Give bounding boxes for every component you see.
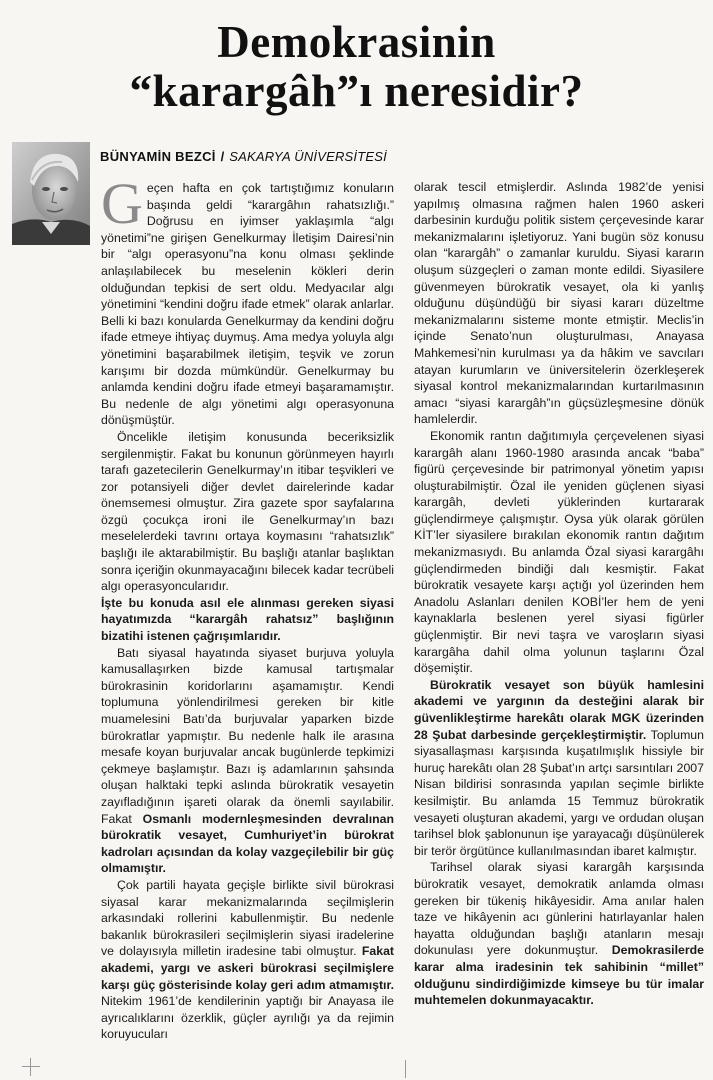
paragraph-text: Batı siyasal hayatında siyaset burjuva yoluyla kamusallaşırken bizde kamusal tartışmalar bürokrasinin koridorlarını aşamamıştır. Kendi toplumuna yönlendirilmesi gereken bir kitle muamelesini Batı’da burjuvalar yaparken bizde bürokratlar yapmıştır. Bu nedenle halk ile arasına mesafe koyan burjuvalar ancak bugünlerde tepkimizi çekmeye başlamıştır. Bazı iş adamlarının şahsında oluşan halktaki tepki aslında bürokratik vesayetin zayıfladığının işareti olarak da önemli sayılabilir. Fakat (101, 645, 394, 826)
paragraph: Öncelikle iletişim konusunda beceriksizlik sergilenmiştir. Fakat bu konunun görünmeyen hayırlı tarafı gazetecilerin Genelkurmay’ın itibar teşvikleri ve zor potansiyeli diğer devlet dairelerinde kadar önemsemesi olmuştur. Zira gazete spor sayfalarına özgü çocukça ironi ile Genelkurmay’ın bazı meselelerdeki tavrını ortaya koymasını “rahatsızlık” başlığı ile aktarabilmiştir. Bu başlığı atanlar başlıktan sonra içeriğin okunmayacağını bilecek kadar tecrübeli algı operasyoncularıdır. (101, 429, 394, 594)
highlight-text: Bürokratik vesayet son büyük hamlesini akademi ve yargının da desteğini alarak bir güvenlikleştirme harekâtı olarak MGK üzerinden 28 Şubat darbesinde gerçekleştirmiştir. (414, 677, 704, 742)
paragraph: Ekonomik rantın dağıtımıyla çerçevelenen siyasi karargâh alanı 1960-1980 arasında ancak “baba” figürü çerçevesinde bir patrimonyal yönetim yapısı oluşturabilmiştir. Özal ile yeniden güçlenen siyasi karargâh, devleti yüklerinden kurtararak güçlendirmeye çalışmıştır. Oysa yük olarak görülen KİT’ler siyasilere bırakılan ekonomik rantın dağıtım mekanizmasıydı. Bu anlamda Özal siyasi karargâhı güçlendirmeden bindiği dalı kesmiştir. Fakat bürokratik vesayete karşı açtığı yol üzerinden hem Anadolu Aslanları denilen KOBİ’ler hem de yeni kaynaklarla beslenen yerel siyasi figürler güçlenmiştir. Bir nevi taşra ve varoşların siyasi karargâha dahil olma yolunun taşlarını Özal döşemiştir. (414, 428, 704, 676)
paragraph-text: Toplumun siyasallaşması karşısında kuşatılmışlık hissiyle bir huruç harekâtı olan 28 Şubat’ın artçı sarsıntıları 2007 Nisan bildirisi sonrasında yapılan seçimle birlikte kesilmiştir. Bu anlamda 15 Temmuz bürokratik vesayeti oluşturan akademi, yargı ve ordudan oluşan tarihsel blok şablonunun işe yarayacağı düşünülerek bir terör örgütünce kullanılmasından ibaret kalmıştır. (414, 727, 704, 858)
byline-separator: / (220, 149, 225, 164)
paragraph-text: Nitekim 1961’de kendilerinin yaptığı bir Anayasa ile ayrıcalıklarını özerklik, güçler ayrılığı ya da rejimin koruyucuları (101, 994, 394, 1042)
crop-mark-icon (22, 1058, 40, 1076)
paragraph (101, 171, 394, 429)
article-title (0, 18, 713, 116)
highlight-paragraph: İşte bu konuda asıl ele alınması gereken siyasi hayatımızda “karargâh rahatsız” başlığının bizatihi istenen çağrışımlarıdır. (101, 595, 394, 644)
paragraph (414, 859, 704, 1008)
drop-cap: G (101, 171, 143, 236)
highlight-text: Osmanlı modernleşmesinden devralınan bürokratik vesayet, Cumhuriyet’in bürokrat kadroları açısından da kolay vazgeçilebilir bir güç olmamıştır. (101, 811, 394, 876)
title-line-1: Demokrasinin (217, 17, 496, 67)
column-tick-mark (405, 1060, 406, 1078)
paragraph-text: Tarihsel olarak siyasi karargâh karşısında bürokratik vesayet, demokratik anlamda olması gereken bir tükeniş hikâyesidir. Ama anılar halen taze ve hikâyenin acı günlerini hatırlayanlar halen hayatta olduğundan başlığı atanların mesajı dokunulası yere dokunmuştur. (414, 860, 704, 958)
title-line-2: “karargâh”ı neresidir? (129, 66, 584, 116)
paragraph-text: eçen hafta en çok tartıştığımız konuların başında geldi “karargâhın rahatsızlığı.” Doğrusu en iyimser yaklaşımla “algı yönetimi”ne girişen Genelkurmay İletişim Dairesi’nin bir “algı operasyonu”na konu olması şeklinde anlaşılabilecek bu meselenin kökleri derin olduğundan tepkisi de sert oldu. Medyacılar algı yönetimini “kendini doğru ifade etmek” olarak anlarlar. Belli ki bazı konularda Genelkurmay da kendini doğru ifade etmeye ihtiyaç duymuş. Ama medya yoluyla algı yönetimini başarabilmek iletişim, teşvik ve zorun karışımı bir dozda mümkündür. Genelkurmay bu anlamda kendini doğru ifade etmeyi başaramamıştır. Bu nedenle de algı yönetimi algı operasyonuna dönüşmüştür. (101, 181, 394, 428)
author-affiliation: SAKARYA ÜNİVERSİTESİ (229, 149, 387, 164)
paragraph (101, 877, 394, 1043)
highlight-text: Fakat akademi, yargı ve askeri bürokrasi seçilmişlere karşı güç gösterisinde kolay geri adım atmamıştır. (101, 944, 394, 992)
left-column (101, 171, 394, 1043)
paragraph-text: Çok partili hayata geçişle birlikte sivil bürokrasi siyasal karar mekanizmalarında seçilmişlerin arkasındaki rollerini kabullenmiştir. Bu nedenle bakanlık bürokrasileri seçilmişlerin siyasi iradelerine ve dolayısıyla milletin iradesine tabi olmuştur. (101, 877, 394, 959)
highlight-text: Demokrasilerde karar alma iradesinin tek sahibinin “millet” olduğunu sindirdiğimizde kimseye bu tür imalar muhtemelen dokunmayacaktır. (414, 943, 704, 1008)
author-portrait-icon (12, 142, 90, 245)
author-portrait (12, 142, 90, 245)
paragraph: olarak tescil etmişlerdir. Aslında 1982’de yenisi yapılmış olmasına rağmen halen 1960 askeri darbesinin kurduğu politik sistem çerçevesinde karar mekanizmalarını işletiyoruz. Yani bugün söz konusu olan “karargâh” o zamanlar kuruldu. Siyasi kararın oluşum süzgeçleri o zaman monte edildi. Siyasilere güvenmeyen bürokratik vesayet, ola ki yanlış olduğunu düşündüğü bir siyasi kararı düzeltme mekanizmalarını sisteme monte etmiştir. Meclis’in içinde Senato’nun oluşturulması, Anayasa Mahkemesi’nin kurulması ya da hâkim ve savcıları atayan kurumların ve üniversitelerin özerkleşerek siyasal kontrol mekanizmalarından kurtarılmasının amacı “siyasi karargâh”ın güçsüzleşmesine dönük hamlelerdir. (414, 180, 704, 427)
byline (100, 149, 387, 165)
paragraph (414, 677, 704, 860)
right-column (414, 179, 704, 1009)
author-name: BÜNYAMİN BEZCİ (100, 149, 216, 164)
paragraph (101, 645, 394, 877)
